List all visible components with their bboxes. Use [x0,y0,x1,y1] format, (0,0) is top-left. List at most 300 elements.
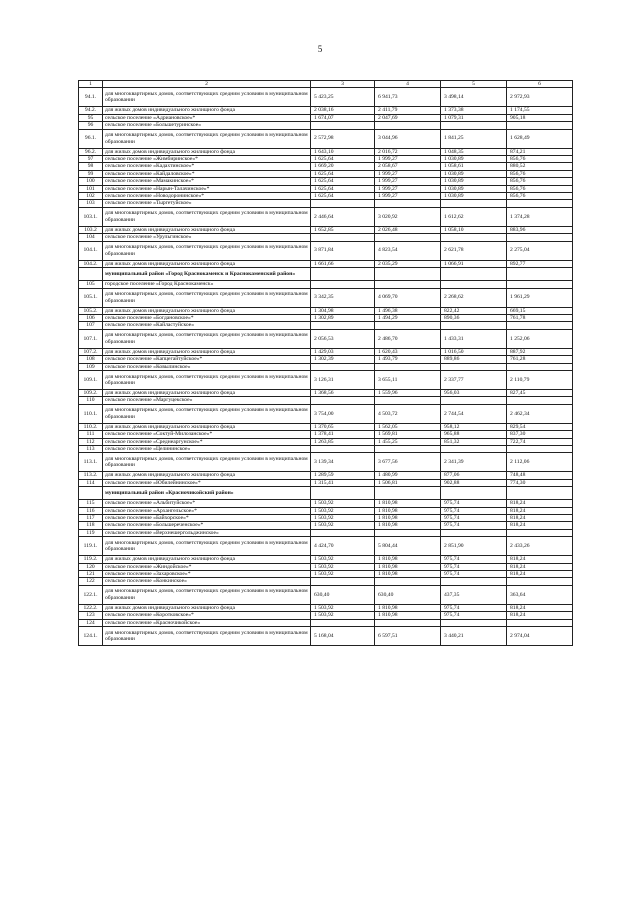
value-cell-col4: 1 810,98 [375,522,441,529]
value-cell-col5: 1 433,31 [441,329,507,348]
value-cell-col3: 3 871,84 [311,241,375,260]
row-number-cell: 109 [79,363,103,370]
value-cell-col5: 975,74 [441,500,507,507]
value-cell-col6: 1 628,49 [507,129,573,148]
row-number-cell: 110 [79,397,103,404]
table-row [79,612,573,619]
row-name-cell: для жилых домов индивидуального жилищного фонда [103,148,311,155]
value-cell-col3: 3 139,34 [311,453,375,472]
value-cell-col4: 6 597,51 [375,627,441,646]
table-row [79,500,573,507]
tariff-table [78,80,573,646]
row-number-cell: 100 [79,178,103,185]
header-cell: 6 [507,81,573,88]
value-cell-col3: 1 302,89 [311,314,375,321]
value-cell-col3 [311,619,375,626]
row-number-cell: 122.1. [79,585,103,604]
value-cell-col5: 975,74 [441,556,507,563]
value-cell-col4: 3 677,56 [375,453,441,472]
table-row [79,529,573,536]
value-cell-col4 [375,529,441,536]
value-cell-col4 [375,234,441,241]
row-number-cell: 113 [79,445,103,452]
value-cell-col5: 1 016,50 [441,348,507,355]
value-cell-col4 [375,619,441,626]
value-cell-col6 [507,268,573,281]
value-cell-col5 [441,397,507,404]
table-row [79,185,573,192]
value-cell-col6: 818,24 [507,563,573,570]
value-cell-col3: 1 625,64 [311,178,375,185]
value-cell-col6 [507,122,573,129]
row-name-cell: для многоквартирных домов, соответствующих средним условиям в муниципальном образовании [103,288,311,307]
value-cell-col6: 2 275,04 [507,241,573,260]
table-row [79,363,573,370]
value-cell-col3 [311,281,375,288]
row-name-cell: сельское поселение «Кадахтинское»* [103,163,311,170]
value-cell-col6 [507,445,573,452]
value-cell-col5: 975,74 [441,612,507,619]
value-cell-col6: 856,76 [507,156,573,163]
value-cell-col5: 956,03 [441,389,507,396]
table-row [79,397,573,404]
value-cell-col4: 1 494,29 [375,314,441,321]
value-cell-col6: 856,76 [507,185,573,192]
value-cell-col5: 3 498,14 [441,88,507,107]
value-cell-col3: 1 429,03 [311,348,375,355]
row-name-cell: сельское поселение «Жиндойское»* [103,563,311,570]
row-number-cell: 110.2. [79,423,103,430]
row-number-cell: 104 [79,234,103,241]
row-number-cell: 103.2 [79,226,103,233]
value-cell-col5: 3 440,21 [441,627,507,646]
row-number-cell: 96.1. [79,129,103,148]
value-cell-col5: 2 268,62 [441,288,507,307]
row-name-cell: сельское поселение «Большереченское»* [103,522,311,529]
row-number-cell: 103 [79,200,103,207]
value-cell-col6: 818,24 [507,500,573,507]
value-cell-col5: 975,74 [441,571,507,578]
value-cell-col5: 975,74 [441,522,507,529]
row-name-cell: муниципальный район «Город Краснокаменск и Краснокаменский район» [103,268,311,281]
value-cell-col6: 829,54 [507,423,573,430]
row-number-cell: 107.2. [79,348,103,355]
value-cell-col4: 2 058,67 [375,163,441,170]
row-name-cell: для жилых домов индивидуального жилищного фонда [103,389,311,396]
section-row [79,268,573,281]
row-name-cell: сельское поселение «Конкинское» [103,578,311,585]
value-cell-col5 [441,122,507,129]
row-number-cell: 94.1. [79,88,103,107]
table-row [79,156,573,163]
row-name-cell: сельское поселение «Альбитуйское»* [103,500,311,507]
table-row [79,207,573,226]
table-row [79,107,573,114]
row-name-cell: сельское поселение «Захаровское»* [103,571,311,578]
value-cell-col3: 1 669,20 [311,163,375,170]
value-cell-col4 [375,363,441,370]
value-cell-col4: 1 493,79 [375,356,441,363]
value-cell-col5: 965,88 [441,431,507,438]
value-cell-col6 [507,487,573,500]
value-cell-col6: 818,24 [507,515,573,522]
value-cell-col4: 1 496,38 [375,307,441,314]
row-name-cell: сельское поселение «Капцегайтуйское»* [103,356,311,363]
table-row [79,472,573,479]
row-number-cell: 123 [79,612,103,619]
value-cell-col4 [375,487,441,500]
value-cell-col3: 1 304,98 [311,307,375,314]
table-row [79,585,573,604]
value-cell-col3: 1 643,10 [311,148,375,155]
value-cell-col4: 2 486,70 [375,329,441,348]
value-cell-col5 [441,619,507,626]
value-cell-col4 [375,397,441,404]
value-cell-col6: 856,76 [507,170,573,177]
value-cell-col6 [507,397,573,404]
row-number-cell: 116 [79,507,103,514]
row-name-cell: для жилых домов индивидуального жилищного фонда [103,107,311,114]
value-cell-col6: 2 112,06 [507,453,573,472]
value-cell-col4: 1 810,98 [375,500,441,507]
row-name-cell: сельское поселение «Кайдаловское»* [103,170,311,177]
row-number-cell: 104.2. [79,260,103,267]
value-cell-col5: 1 030,89 [441,178,507,185]
table-row [79,307,573,314]
value-cell-col3: 1 625,64 [311,156,375,163]
value-cell-col5: 2 621,78 [441,241,507,260]
table-row [79,88,573,107]
value-cell-col6 [507,529,573,536]
value-cell-col4 [375,268,441,281]
table-row [79,322,573,329]
value-cell-col6: 761,28 [507,356,573,363]
row-number-cell [79,487,103,500]
row-name-cell: сельское поселение «Коротковское»* [103,612,311,619]
value-cell-col4: 2 016,72 [375,148,441,155]
row-number-cell: 119.1. [79,537,103,556]
value-cell-col3: 1 503,92 [311,571,375,578]
value-cell-col5: 975,74 [441,515,507,522]
row-number-cell: 107 [79,322,103,329]
row-name-cell: для многоквартирных домов, соответствующих средним условиям в муниципальном образовании [103,129,311,148]
value-cell-col4: 1 620,43 [375,348,441,355]
value-cell-col3: 1 625,64 [311,185,375,192]
row-name-cell: для многоквартирных домов, соответствующих средним условиям в муниципальном образовании [103,207,311,226]
table-row [79,627,573,646]
value-cell-col4: 3 020,92 [375,207,441,226]
value-cell-col5: 958,12 [441,423,507,430]
row-name-cell: сельское поселение «Байхорское»* [103,515,311,522]
value-cell-col4: 3 655,11 [375,370,441,389]
header-cell: 5 [441,81,507,88]
table-row [79,241,573,260]
table-row [79,114,573,121]
value-cell-col5 [441,268,507,281]
value-cell-col4: 1 810,98 [375,556,441,563]
row-number-cell: 98 [79,163,103,170]
table-row [79,438,573,445]
value-cell-col3: 1 503,92 [311,507,375,514]
value-cell-col6 [507,578,573,585]
row-name-cell: сельское поселение «Новодоронинское»* [103,193,311,200]
value-cell-col3: 1 503,92 [311,563,375,570]
value-cell-col3: 1 503,92 [311,556,375,563]
table-row [79,604,573,611]
row-name-cell: сельское поселение «Соктуй-Милозанское»* [103,431,311,438]
row-number-cell: 115 [79,500,103,507]
row-number-cell: 113.2. [79,472,103,479]
value-cell-col4: 1 506,81 [375,479,441,486]
row-number-cell: 94.2. [79,107,103,114]
value-cell-col4 [375,200,441,207]
value-cell-col6 [507,619,573,626]
row-number-cell: 113.1. [79,453,103,472]
row-number-cell: 106 [79,314,103,321]
row-number-cell: 119 [79,529,103,536]
table-row [79,423,573,430]
value-cell-col5: 1 030,89 [441,185,507,192]
row-name-cell: сельское поселение «Тыргетуйское» [103,200,311,207]
value-cell-col3 [311,122,375,129]
row-number-cell: 105 [79,281,103,288]
row-number-cell: 122 [79,578,103,585]
value-cell-col4: 1 999,27 [375,156,441,163]
value-cell-col5 [441,281,507,288]
header-cell: 2 [103,81,311,88]
value-cell-col4: 1 999,27 [375,178,441,185]
value-cell-col3: 3 126,31 [311,370,375,389]
row-name-cell: сельское поселение «Ковылинское» [103,363,311,370]
value-cell-col5: 975,74 [441,604,507,611]
table-row [79,453,573,472]
table-row [79,537,573,556]
value-cell-col6: 856,76 [507,178,573,185]
value-cell-col3: 2 038,16 [311,107,375,114]
value-cell-col5: 2 851,90 [441,537,507,556]
row-number-cell: 97 [79,156,103,163]
table-row [79,619,573,626]
row-number-cell: 108 [79,356,103,363]
value-cell-col6: 761,78 [507,314,573,321]
row-name-cell: для многоквартирных домов, соответствующих средним условиям в муниципальном образовании [103,404,311,423]
value-cell-col3: 1 503,92 [311,604,375,611]
row-name-cell: для многоквартирных домов, соответствующих средним условиям в муниципальном образовании [103,585,311,604]
value-cell-col4: 2 411,79 [375,107,441,114]
value-cell-col4 [375,281,441,288]
value-cell-col6: 2 974,04 [507,627,573,646]
row-name-cell: для жилых домов индивидуального жилищного фонда [103,307,311,314]
value-cell-col4: 1 562,05 [375,423,441,430]
value-cell-col5: 1 030,89 [441,170,507,177]
page-number: 5 [317,44,323,54]
row-name-cell: для жилых домов индивидуального жилищного фонда [103,260,311,267]
table-row [79,515,573,522]
value-cell-col6: 818,24 [507,571,573,578]
value-cell-col3: 630,40 [311,585,375,604]
value-cell-col3 [311,200,375,207]
value-cell-col4: 1 810,98 [375,604,441,611]
row-number-cell: 103.1. [79,207,103,226]
row-number-cell: 120 [79,563,103,570]
value-cell-col6 [507,363,573,370]
value-cell-col6: 818,24 [507,522,573,529]
value-cell-col3 [311,487,375,500]
value-cell-col3: 2 572,98 [311,129,375,148]
value-cell-col6: 2 462,34 [507,404,573,423]
value-cell-col5: 1 058,61 [441,163,507,170]
value-cell-col5: 1 841,25 [441,129,507,148]
value-cell-col6: 2 433,26 [507,537,573,556]
row-number-cell: 118 [79,522,103,529]
value-cell-col4: 1 559,96 [375,389,441,396]
value-cell-col5: 975,74 [441,507,507,514]
value-cell-col3: 1 315,41 [311,479,375,486]
value-cell-col6: 883,96 [507,226,573,233]
value-cell-col4: 4 823,54 [375,241,441,260]
value-cell-col6: 774,30 [507,479,573,486]
value-cell-col5: 1 066,91 [441,260,507,267]
value-cell-col5 [441,445,507,452]
section-row [79,487,573,500]
table-row [79,431,573,438]
value-cell-col3 [311,363,375,370]
table-row [79,445,573,452]
value-cell-col4 [375,122,441,129]
row-name-cell: сельское поселение «Архангельское»* [103,507,311,514]
value-cell-col4: 1 999,27 [375,193,441,200]
value-cell-col6: 887,92 [507,348,573,355]
value-cell-col5: 889,86 [441,356,507,363]
table-row [79,329,573,348]
value-cell-col6: 1 174,55 [507,107,573,114]
value-cell-col4: 2 026,48 [375,226,441,233]
value-cell-col4: 1 810,98 [375,507,441,514]
row-name-cell: муниципальный район «Красночикойский район» [103,487,311,500]
row-number-cell: 122.2. [79,604,103,611]
value-cell-col5: 822,42 [441,307,507,314]
table-row [79,389,573,396]
value-cell-col3: 1 503,92 [311,515,375,522]
value-cell-col3: 1 503,92 [311,522,375,529]
value-cell-col3: 5 423,25 [311,88,375,107]
value-cell-col3 [311,445,375,452]
value-cell-col5: 890,36 [441,314,507,321]
value-cell-col3: 5 168,04 [311,627,375,646]
value-cell-col5 [441,578,507,585]
value-cell-col5: 1 373,38 [441,107,507,114]
table-row [79,578,573,585]
value-cell-col5: 2 744,54 [441,404,507,423]
value-cell-col4 [375,578,441,585]
row-number-cell [79,268,103,281]
value-cell-col3: 1 503,92 [311,500,375,507]
table-row [79,556,573,563]
value-cell-col4: 2 035,29 [375,260,441,267]
table-row [79,479,573,486]
row-name-cell: сельское поселение «Богдановское»* [103,314,311,321]
value-cell-col3: 2 056,53 [311,329,375,348]
value-cell-col4: 4 069,70 [375,288,441,307]
table-row [79,348,573,355]
value-cell-col6: 818,24 [507,604,573,611]
value-cell-col5: 2 341,39 [441,453,507,472]
row-name-cell: сельское поселение «Кайластуйское» [103,322,311,329]
row-number-cell: 121 [79,571,103,578]
row-number-cell: 95 [79,114,103,121]
row-number-cell: 111 [79,431,103,438]
table-row [79,356,573,363]
row-number-cell: 112 [79,438,103,445]
value-cell-col6: 892,77 [507,260,573,267]
row-number-cell: 110.1. [79,404,103,423]
table-row [79,163,573,170]
value-cell-col6: 669,15 [507,307,573,314]
row-name-cell: сельское поселение «Верхнешергольджинское» [103,529,311,536]
value-cell-col4: 1 455,25 [375,438,441,445]
value-cell-col3: 1 625,64 [311,193,375,200]
value-cell-col5: 1 030,89 [441,156,507,163]
value-cell-col3: 4 424,70 [311,537,375,556]
row-number-cell: 117 [79,515,103,522]
value-cell-col3: 1 368,56 [311,389,375,396]
value-cell-col4: 5 804,44 [375,537,441,556]
value-cell-col4: 4 503,72 [375,404,441,423]
row-number-cell: 119.2. [79,556,103,563]
value-cell-col5: 2 337,77 [441,370,507,389]
value-cell-col6: 827,45 [507,389,573,396]
value-cell-col5: 1 612,62 [441,207,507,226]
row-number-cell: 105.1. [79,288,103,307]
value-cell-col3: 3 342,35 [311,288,375,307]
row-name-cell: сельское поселение «Нарын-Талачинское»* [103,185,311,192]
value-cell-col4: 1 810,98 [375,612,441,619]
row-name-cell: сельское поселение «Юбилейнинское»* [103,479,311,486]
value-cell-col5 [441,200,507,207]
value-cell-col3 [311,578,375,585]
header-cell: 4 [375,81,441,88]
value-cell-col3 [311,322,375,329]
value-cell-col3: 1 652,85 [311,226,375,233]
value-cell-col4: 3 044,96 [375,129,441,148]
table-row [79,281,573,288]
table-row [79,522,573,529]
value-cell-col5 [441,487,507,500]
table-header-row [79,81,573,88]
row-name-cell: для многоквартирных домов, соответствующих средним условиям в муниципальном образовании [103,370,311,389]
table-row [79,193,573,200]
table-row [79,200,573,207]
tariff-table-body [79,81,573,646]
row-number-cell: 96.2. [79,148,103,155]
row-name-cell: сельское поселение «Жимбиринское»* [103,156,311,163]
row-name-cell: сельское поселение «Мамакинское»* [103,178,311,185]
value-cell-col6: 2 110,79 [507,370,573,389]
table-row [79,507,573,514]
value-cell-col5: 877,06 [441,472,507,479]
row-name-cell: сельское поселение «Урульгинское» [103,234,311,241]
row-name-cell: для многоквартирных домов, соответствующих средним условиям в муниципальном образовании [103,241,311,260]
value-cell-col3: 1 370,65 [311,423,375,430]
value-cell-col6: 880,52 [507,163,573,170]
value-cell-col3: 3 754,00 [311,404,375,423]
row-name-cell: для многоквартирных домов, соответствующих средним условиям в муниципальном образовании [103,627,311,646]
value-cell-col5: 1 030,89 [441,193,507,200]
value-cell-col4: 1 999,27 [375,170,441,177]
value-cell-col4: 630,40 [375,585,441,604]
table-row [79,148,573,155]
value-cell-col6 [507,200,573,207]
